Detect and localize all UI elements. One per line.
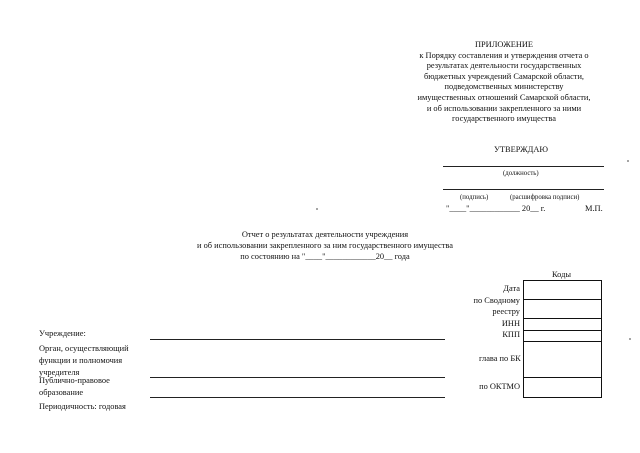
code-label-oktmo: по ОКТМО (479, 382, 520, 391)
code-label-inn: ИНН (501, 319, 520, 328)
appendix-line: к Порядку составления и утверждения отчета о (419, 50, 589, 60)
scan-speck (627, 160, 629, 162)
approval-title: УТВЕРЖДАЮ (494, 145, 548, 154)
codes-row-divider (524, 377, 601, 378)
field-organ-label: функции и полномочия (39, 356, 123, 365)
signature-line (443, 189, 604, 190)
code-label-registry: реестру (492, 307, 520, 316)
code-label-date: Дата (503, 284, 520, 293)
field-periodicity: Периодичность: годовая (39, 402, 126, 411)
report-title-line: по состоянию на "____"____________20__ года (240, 252, 410, 261)
codes-table (523, 280, 602, 398)
codes-row-divider (524, 341, 601, 342)
report-title-line: и об использовании закрепленного за ним государственного имущества (197, 241, 453, 250)
scan-speck (316, 208, 318, 210)
codes-row-divider (524, 318, 601, 319)
field-organ-line (150, 377, 445, 378)
position-line (443, 166, 604, 167)
stamp-label: М.П. (585, 204, 603, 213)
field-institution-label: Учреждение: (39, 329, 86, 338)
code-label-kpp: КПП (502, 330, 520, 339)
appendix-line: и об использовании закрепленного за ними (426, 103, 582, 113)
code-label-registry: по Сводному (473, 296, 520, 305)
field-entity-label: Публично-правовое (39, 376, 110, 385)
appendix-line: результатах деятельности государственных (426, 61, 582, 71)
appendix-line: государственного имущества (452, 114, 556, 124)
appendix-line: имущественных отношений Самарской области, (417, 92, 591, 102)
field-organ-label: учредителя (39, 368, 80, 377)
scan-speck (629, 338, 631, 340)
field-entity-line (150, 397, 445, 398)
decoding-caption: (расшифровка подписи) (510, 194, 580, 201)
report-title-line: Отчет о результатах деятельности учреждения (241, 230, 409, 239)
codes-row-divider (524, 299, 601, 300)
codes-row-divider (524, 330, 601, 331)
approval-date: "____"____________ 20__ г. (446, 204, 546, 213)
position-caption: (должность) (503, 170, 539, 177)
appendix-line: подведомственных министерству (444, 82, 564, 92)
field-organ-label: Орган, осуществляющий (39, 344, 129, 353)
report-title (160, 229, 490, 262)
codes-header: Коды (552, 270, 572, 279)
signature-caption: (подпись) (460, 194, 489, 201)
code-label-bk: глава по БК (479, 354, 521, 363)
field-entity-label: образование (39, 388, 84, 397)
field-institution-line (150, 339, 445, 340)
appendix-block (388, 40, 620, 125)
appendix-line: бюджетных учреждений Самарской области, (423, 71, 585, 81)
appendix-title: ПРИЛОЖЕНИЕ (474, 40, 534, 49)
